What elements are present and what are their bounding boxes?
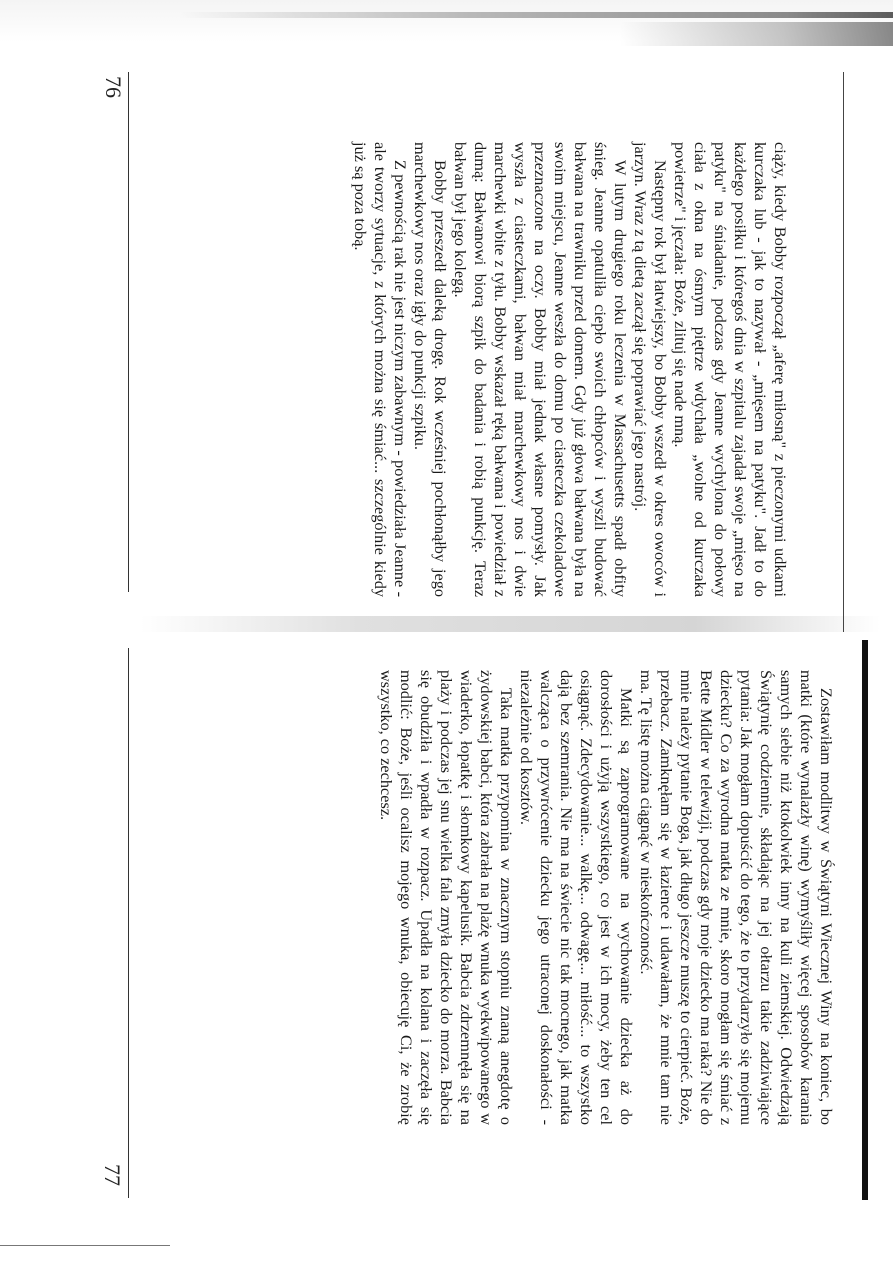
paragraph: Matki są zaprogramowane na wychowanie dziecka aż do dorosłości i użyją wszystkiego, co jest w ich mocy, żeby ten cel osiągnąć. Zdecydowanie... walkę... odwagę... miłość... to wszystko dają bez szemrania. Nie ma na świecie nic tak mocnego, jak matka walcząca o przywrócenie dziecku jego utraconej doskonałości - niezależnie od kosztów. <box>517 670 636 1125</box>
paragraph: Następny rok był łatwiejszy, bo Bobby wszedł w okres owoców i jarzyn. Wraz z tą dietą zaczął się poprawiać jego nastrój. <box>631 142 670 597</box>
book-spine-shadow <box>140 616 880 632</box>
page-number-left: 76 <box>101 76 126 98</box>
paragraph: Zostawiłam modlitwy w Świątyni Wiecznej Winy na koniec, bo matki (które wynalazły winę) wymyśliły więcej sposobów karania samych siebie niż ktokolwiek inny na kuli ziemskiej. Odwiedzają Świątynię codziennie, składając na jej ołtarzu takie zadziwiające pytania: Jak mogłam dopuścić do tego, że to przydarzyło się mojemu dziecku? Co za wyrodna matka ze mnie, skoro mogłam się śmiać z Bette Midler w telewizji, podczas gdy moje dziecko ma raka? Nie do mnie należy pytanie Boga, jak długo jeszcze muszę to cierpieć. Boże, przebacz. Zamknęłam się w łazience i udawałam, że mnie tam nie ma. Tę listę można ciągnąć w nieskończoność. <box>637 670 836 1125</box>
paragraph: W lutym drugiego roku leczenia w Massachusetts spadł obfity śnieg. Jeanne opatuliła ciepło swoich chłopców i wyszli budować bałwana na trawniku przed domem. Gdy już głowa bałwana była na swoim miejscu, Jeanne weszła do domu po ciasteczka czekoladowe przeznaczone na oczy. Bobby miał jednak własne pomysły. Jak wyszła z ciasteczkami, bałwan miał marchewkowy nos i dwie marchewki wbite z tyłu. Bobby wskazał ręką bałwana i powiedział z dumą: Bałwanowi biorą szpik do badania i robią punkcję. Teraz bałwan był jego kolegą. <box>451 142 630 597</box>
left-page-text <box>160 142 790 597</box>
page-margin-line-left-top <box>128 72 129 592</box>
scan-edge-shadow <box>620 22 893 46</box>
page-number-right: 77 <box>100 1164 125 1186</box>
paragraph: Z pewnością rak nie jest niczym zabawnym - powiedziała Jeanne - ale tworzy sytuacje, z których można się śmiać... szczególnie kiedy już są poza tobą. <box>351 142 410 597</box>
scan-bottom-mark <box>0 1245 170 1246</box>
paragraph: ciąży, kiedy Bobby rozpoczął „aferę miłosną" z pieczonymi udkami kurczaka lub - jak to nazywał - „mięsem na patyku". Jadł to do każdego posiłku i któregoś dnia w szpitalu zajadał swoje „mięso na patyku" na śniadanie, podczas gdy Jeanne wychylona do połowy ciała z okna na ósmym piętrze wdychała „wolne od kurczaka powietrze" i jęczała: Boże, zlituj się nade mną. <box>671 142 790 597</box>
paragraph: Bobby przeszedł daleką drogę. Rok wcześniej pochłonąłby jego marchewkowy nos oraz igły do punkcji szpiku. <box>411 142 450 597</box>
page-edge-dark <box>862 640 868 1200</box>
page-margin-line-right <box>843 72 844 632</box>
page-margin-line-left-bottom <box>128 648 129 1198</box>
right-page-text <box>146 670 836 1125</box>
scan-edge-line <box>180 12 893 18</box>
paragraph: Taka matka przypomina w znacznym stopniu znaną anegdotę o żydowskiej babci, która zabrała na plażę wnuka wyekwipowanego w wiaderko, łopatkę i słomkowy kapelusik. Babcia zdrzemnęła się na plaży i podczas jej snu wielka fala zmyła dziecko do morza. Babcia się obudziła i wpadła w rozpacz. Upadła na kolana i zaczęła się modlić: Boże, jeśli ocalisz mojego wnuka, obiecuję Ci, że zrobię wszystko, co zechcesz. <box>377 670 516 1125</box>
